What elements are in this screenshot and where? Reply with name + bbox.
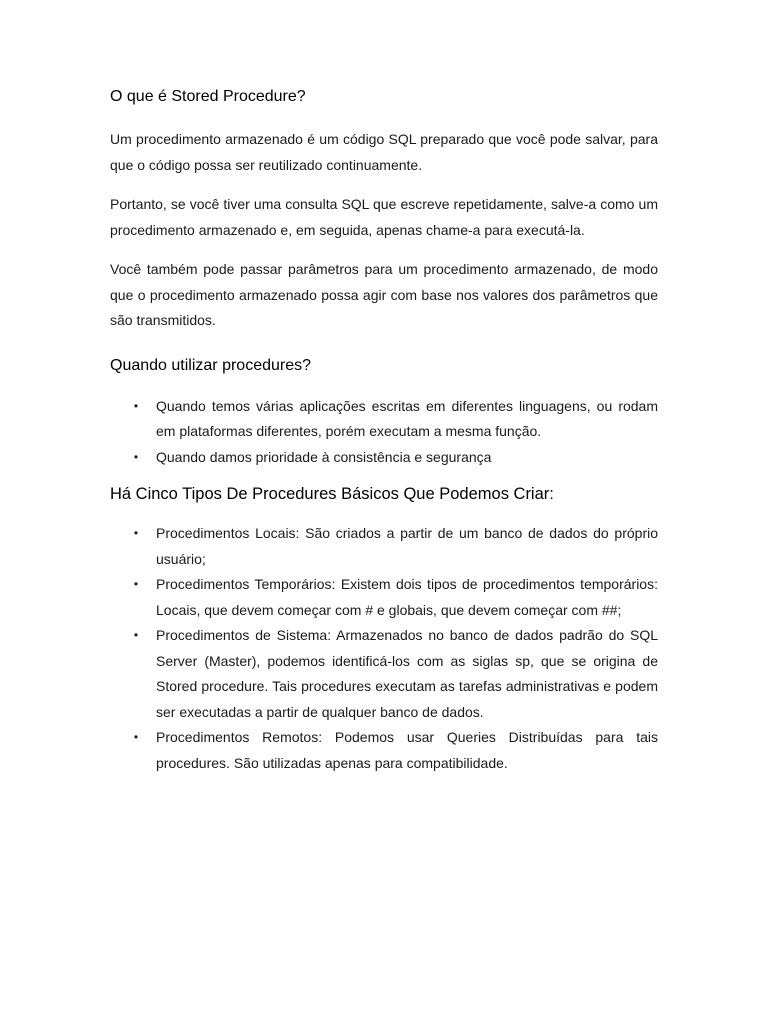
list-item xyxy=(110,521,658,572)
bullet-icon: • xyxy=(133,526,139,540)
bullet-icon: • xyxy=(133,730,139,744)
list-item-text: Procedimentos de Sistema: Armazenados no banco de dados padrão do SQL Server (Master), podemos identificá-los com as siglas sp, que se origina de Stored procedure. Tais procedures executam as tarefas administrativas e podem ser executadas a partir de qualquer banco de dados. xyxy=(156,627,658,720)
list-item xyxy=(110,725,658,776)
bullet-icon: • xyxy=(133,449,139,464)
list-item-text: Quando damos prioridade à consistência e segurança xyxy=(156,448,492,465)
paragraph-parameters: Você também pode passar parâmetros para um procedimento armazenado, de modo que o procedimento armazenado possa agir com base nos valores dos parâmetros que são transmitidos. xyxy=(110,261,658,328)
bullet-icon: • xyxy=(133,577,139,591)
heading-when-to-use: Quando utilizar procedures? xyxy=(110,356,312,374)
heading-procedure-types: Há Cinco Tipos De Procedures Básicos Que Podemos Criar: xyxy=(110,485,554,503)
list-item-text: Procedimentos Temporários: Existem dois tipos de procedimentos temporários: Locais, que devem começar com # e globais, que devem começar com ##; xyxy=(156,576,658,618)
list-item-text: Quando temos várias aplicações escritas em diferentes linguagens, ou rodam em plataformas diferentes, porém executam a mesma função. xyxy=(156,397,658,439)
list-when-to-use xyxy=(110,394,658,471)
list-item xyxy=(110,572,658,623)
bullet-icon: • xyxy=(133,628,139,642)
list-item xyxy=(110,445,658,471)
paragraph-usage: Portanto, se você tiver uma consulta SQL que escreve repetidamente, salve-a como um procedimento armazenado e, em seguida, apenas chame-a para executá-la. xyxy=(110,196,658,238)
list-item-text: Procedimentos Remotos: Podemos usar Queries Distribuídas para tais procedures. São utilizadas apenas para compatibilidade. xyxy=(156,729,658,771)
bullet-icon: • xyxy=(133,398,139,413)
heading-what-is-stored-procedure: O que é Stored Procedure? xyxy=(110,88,306,105)
paragraph-definition: Um procedimento armazenado é um código SQL preparado que você pode salvar, para que o código possa ser reutilizado continuamente. xyxy=(110,131,658,173)
document-page xyxy=(110,86,658,776)
list-procedure-types xyxy=(110,521,658,776)
list-item-text: Procedimentos Locais: São criados a partir de um banco de dados do próprio usuário; xyxy=(156,525,658,567)
list-item xyxy=(110,394,658,445)
list-item xyxy=(110,623,658,725)
